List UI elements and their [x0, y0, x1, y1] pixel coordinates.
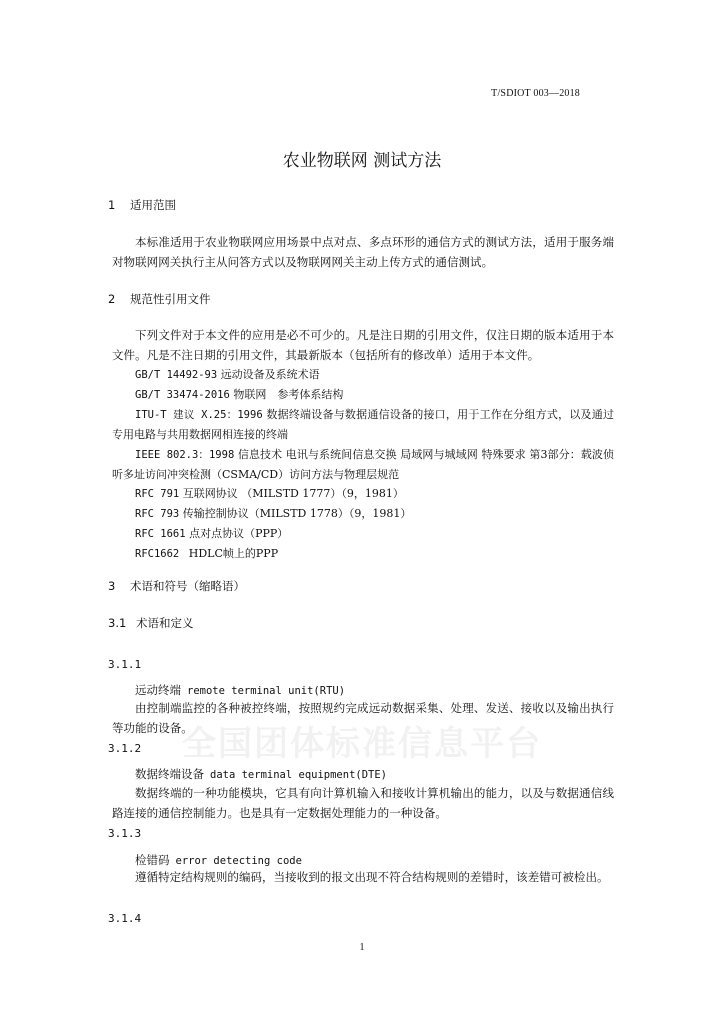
section-title: 术语和定义	[136, 616, 194, 630]
term-english: error detecting code	[175, 855, 302, 867]
reference-code: RFC1662	[135, 548, 180, 560]
term-entry	[135, 852, 302, 868]
term-english: data terminal equipment(DTE)	[210, 769, 388, 781]
clause-number: 3.1.2	[108, 742, 142, 755]
section-number: 3.1	[108, 616, 127, 630]
reference-title: 互联网协议 （MILSTD 1777）（9，1981）	[182, 487, 404, 500]
term-entry	[135, 682, 345, 698]
clause-number: 3.1.1	[108, 658, 142, 671]
reference-item	[135, 504, 411, 524]
section-title: 术语和符号（缩略语）	[130, 579, 245, 593]
reference-item	[135, 484, 404, 504]
reference-item	[135, 385, 343, 405]
section-2-heading	[108, 291, 211, 307]
reference-title: HDLC帧上的PPP	[188, 547, 279, 560]
reference-item	[135, 524, 288, 544]
section-number: 2	[108, 292, 116, 306]
reference-title: 信息技术 电讯与系统间信息交换 局域网与城域网 特殊要求 第3部分：载波侦听多址访问冲突检测（CSMA/CD）访问方法与物理层规范	[112, 448, 614, 481]
clause-number: 3.1.3	[108, 827, 142, 840]
reference-title: 传输控制协议（MILSTD 1778）（9，1981）	[182, 507, 412, 520]
reference-code: RFC 1661	[135, 528, 186, 540]
references-intro: 下列文件对于本文件的应用是必不可少的。凡是注日期的引用文件，仅注日期的版本适用于本文件。凡是不注日期的引用文件，其最新版本（包括所有的修改单）适用于本文件。	[112, 328, 614, 362]
reference-title: 数据终端设备与数据通信设备的接口，用于工作在分组方式，以及通过专用电路与共用数据网相连接的终端	[112, 408, 614, 441]
term-definition: 遵循特定结构规则的编码，当接收到的报文出现不符合结构规则的差错时，该差错可被检出。	[135, 870, 609, 884]
reference-item	[135, 365, 320, 385]
term-chinese: 远动终端	[135, 683, 181, 697]
reference-code: GB/T 14492-93	[135, 369, 218, 381]
reference-code: GB/T 33474-2016	[135, 389, 230, 401]
section-title: 规范性引用文件	[130, 292, 211, 306]
reference-code: RFC 793	[135, 508, 180, 520]
reference-title: 点对点协议（PPP）	[189, 527, 289, 540]
reference-code: RFC 791	[135, 488, 180, 500]
section-3-1-heading	[108, 615, 194, 631]
document-title: 农业物联网 测试方法	[282, 151, 442, 171]
watermark: 全国团体标准信息平台	[182, 724, 542, 764]
reference-item	[112, 405, 614, 445]
reference-item	[112, 445, 614, 485]
section-number: 3	[108, 579, 116, 593]
reference-code: IEEE 802.3：1998	[135, 449, 235, 461]
page-number: 1	[359, 942, 365, 953]
section-title: 适用范围	[130, 198, 176, 212]
section-number: 1	[108, 198, 116, 212]
term-entry	[135, 766, 387, 782]
term-definition: 数据终端的一种功能模块，它具有向计算机输入和接收计算机输出的能力，以及与数据通信线路连接的通信控制能力。也是具有一定数据处理能力的一种设备。	[112, 786, 614, 820]
section-3-heading	[108, 578, 245, 594]
reference-title: 物联网 参考体系结构	[233, 388, 344, 401]
section-1-heading	[108, 197, 176, 213]
document-code: T/SDIOT 003—2018	[491, 88, 580, 99]
term-definition: 由控制端监控的各种被控终端，按照规约完成远动数据采集、处理、发送、接收以及输出执行等功能的设备。	[112, 701, 614, 735]
term-chinese: 数据终端设备	[135, 767, 204, 781]
reference-item	[135, 544, 278, 564]
clause-number: 3.1.4	[108, 912, 142, 925]
reference-code: ITU-T 建议 X.25：1996	[135, 409, 263, 421]
reference-title: 远动设备及系统术语	[220, 368, 320, 381]
term-english: remote terminal unit(RTU)	[187, 685, 346, 697]
scope-paragraph: 本标准适用于农业物联网应用场景中点对点、多点环形的通信方式的测试方法，适用于服务端对物联网网关执行主从问答方式以及物联网网关主动上传方式的通信测试。	[112, 235, 614, 269]
term-chinese: 检错码	[135, 853, 170, 867]
